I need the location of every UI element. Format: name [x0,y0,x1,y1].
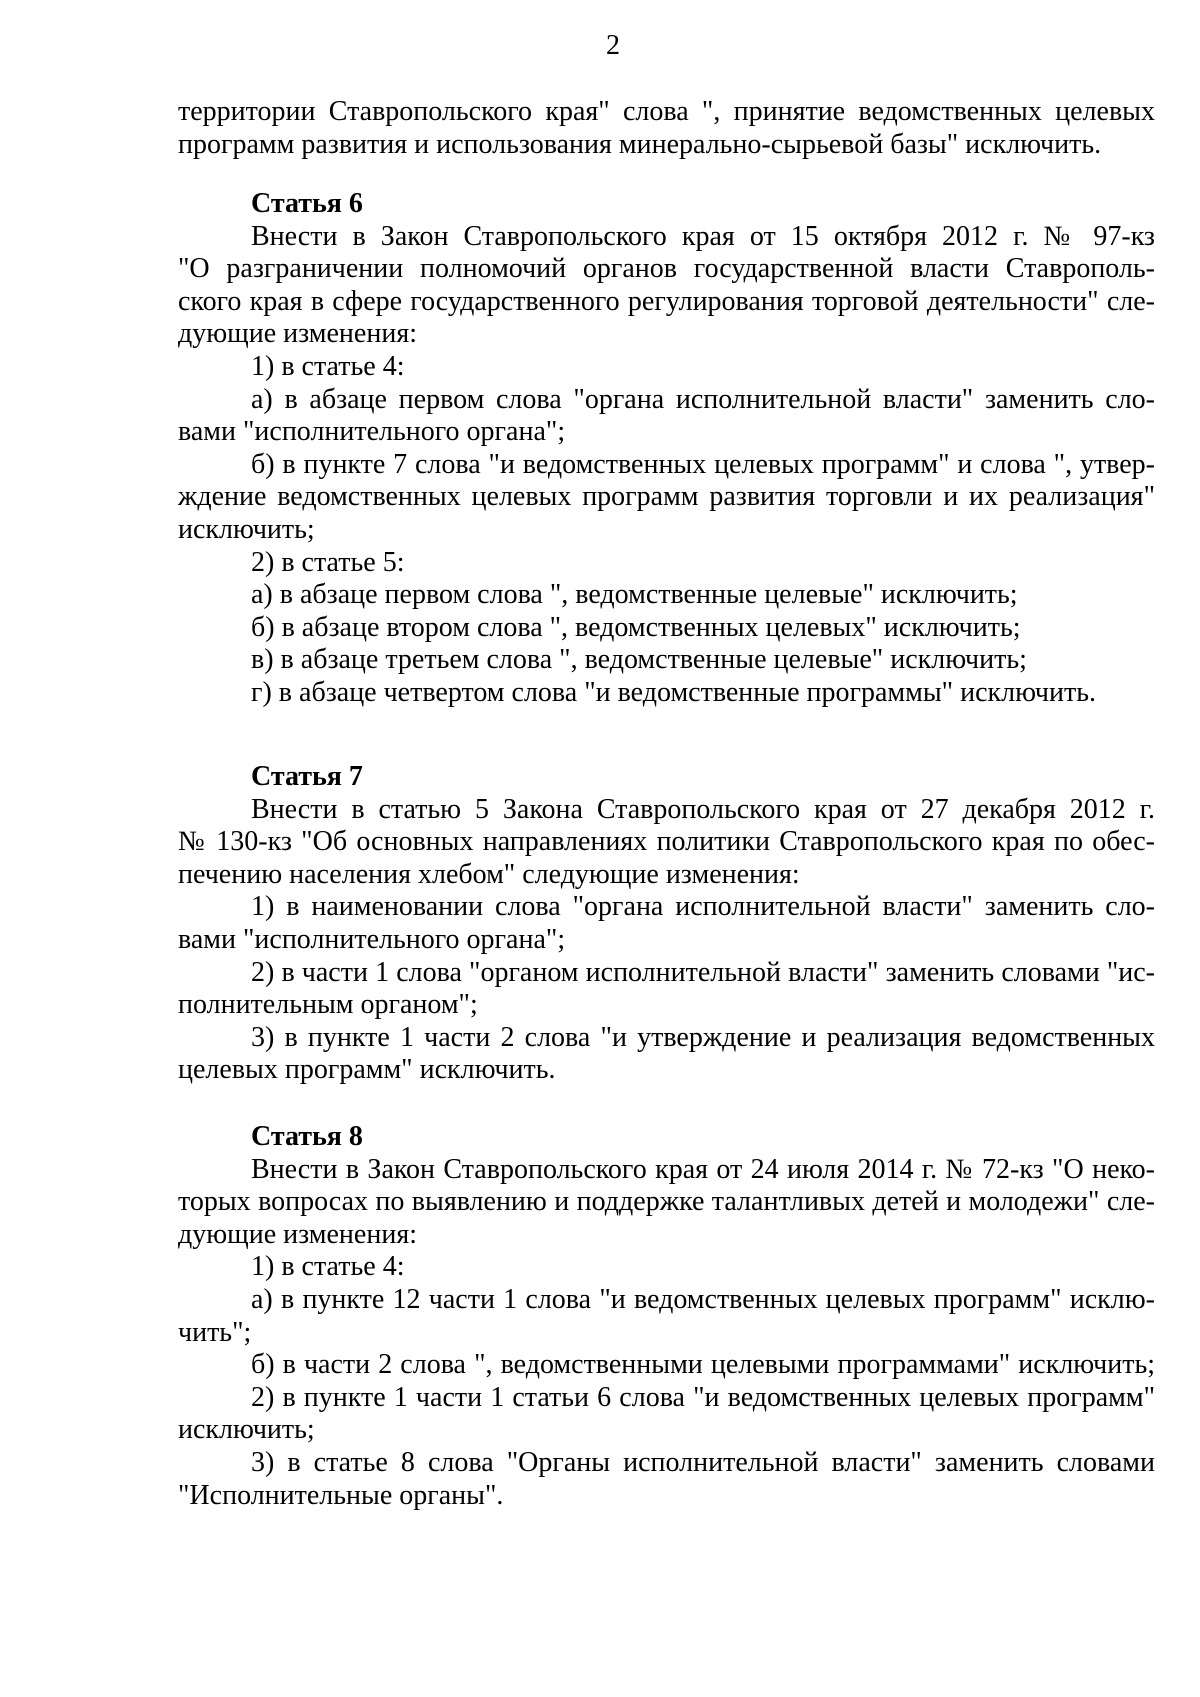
text-line: вами "исполнительного органа"; [178,416,566,448]
text-line: торых вопросах по выявлению и поддержке талантливых детей и молодежи" сле- [178,1186,1155,1218]
text-line: б) в пункте 7 слова "и ведомственных целевых программ" и слова ", утвер- [251,448,1155,480]
text-line: Внести в Закон Ставропольского края от 24 июля 2014 г. № 72-кз "О неко- [251,1153,1155,1185]
text-line: исключить; [178,1414,315,1446]
text-line: 2) в части 1 слова "органом исполнительной власти" заменить словами "ис- [251,956,1155,988]
text-line: в) в абзаце третьем слова ", ведомственные целевые" исключить; [251,644,1027,676]
text-line: г) в абзаце четвертом слова "и ведомственные программы" исключить. [251,676,1097,708]
intro-paragraph [178,96,1155,161]
article-heading: Статья 6 [251,188,363,219]
text-line: 1) в статье 4: [251,350,405,382]
article-heading: Статья 8 [251,1121,363,1152]
page-number: 2 [606,30,620,61]
text-line: полнительным органом"; [178,989,478,1021]
text-line: чить"; [178,1316,252,1348]
article-7 [178,761,1155,1087]
text-line: дующие изменения: [178,318,417,350]
text-line: ского края в сфере государственного регулирования торговой деятельности" сле- [178,285,1155,317]
text-line: исключить; [178,513,315,545]
article-8 [178,1121,1155,1512]
text-line: "О разграничении полномочий органов государственной власти Ставрополь- [178,253,1155,285]
text-line: Внести в статью 5 Закона Ставропольского края от 27 декабря 2012 г. [251,793,1155,825]
text-line: ждение ведомственных целевых программ развития торговли и их реализация" [178,481,1155,513]
text-line: программ развития и использования минерально-сырьевой базы" исключить. [178,128,1102,160]
text-line: 2) в пункте 1 части 1 статьи 6 слова "и ведомственных целевых программ" [251,1381,1155,1413]
text-line: а) в абзаце первом слова ", ведомственные целевые" исключить; [251,579,1018,611]
text-line: 3) в пункте 1 части 2 слова "и утверждение и реализация ведомственных [251,1021,1155,1053]
text-line: б) в абзаце втором слова ", ведомственных целевых" исключить; [251,611,1021,643]
article-6 [178,188,1155,710]
text-line: 2) в статье 5: [251,546,405,578]
text-line: № 130-кз "Об основных направлениях политики Ставропольского края по обес- [178,826,1155,858]
text-line: территории Ставропольского края" слова ", принятие ведомственных целевых [178,96,1155,127]
text-line: целевых программ" исключить. [178,1054,556,1086]
text-line: 1) в наименовании слова "органа исполнительной власти" заменить сло- [251,891,1155,923]
text-line: а) в абзаце первом слова "органа исполнительной власти" заменить сло- [251,383,1155,415]
text-line: печению населения хлебом" следующие изменения: [178,858,800,890]
text-line: "Исполнительные органы". [178,1479,504,1511]
text-line: дующие изменения: [178,1218,417,1250]
text-line: вами "исполнительного органа"; [178,923,566,955]
text-line: Внести в Закон Ставропольского края от 15 октября 2012 г. № 97-кз [251,220,1155,252]
text-line: 1) в статье 4: [251,1251,405,1283]
text-line: б) в части 2 слова ", ведомственными целевыми программами" исключить; [251,1349,1155,1381]
text-line: 3) в статье 8 слова "Органы исполнительной власти" заменить словами [251,1446,1155,1478]
text-line: а) в пункте 12 части 1 слова "и ведомственных целевых программ" исклю- [251,1283,1155,1315]
article-heading: Статья 7 [251,761,363,792]
